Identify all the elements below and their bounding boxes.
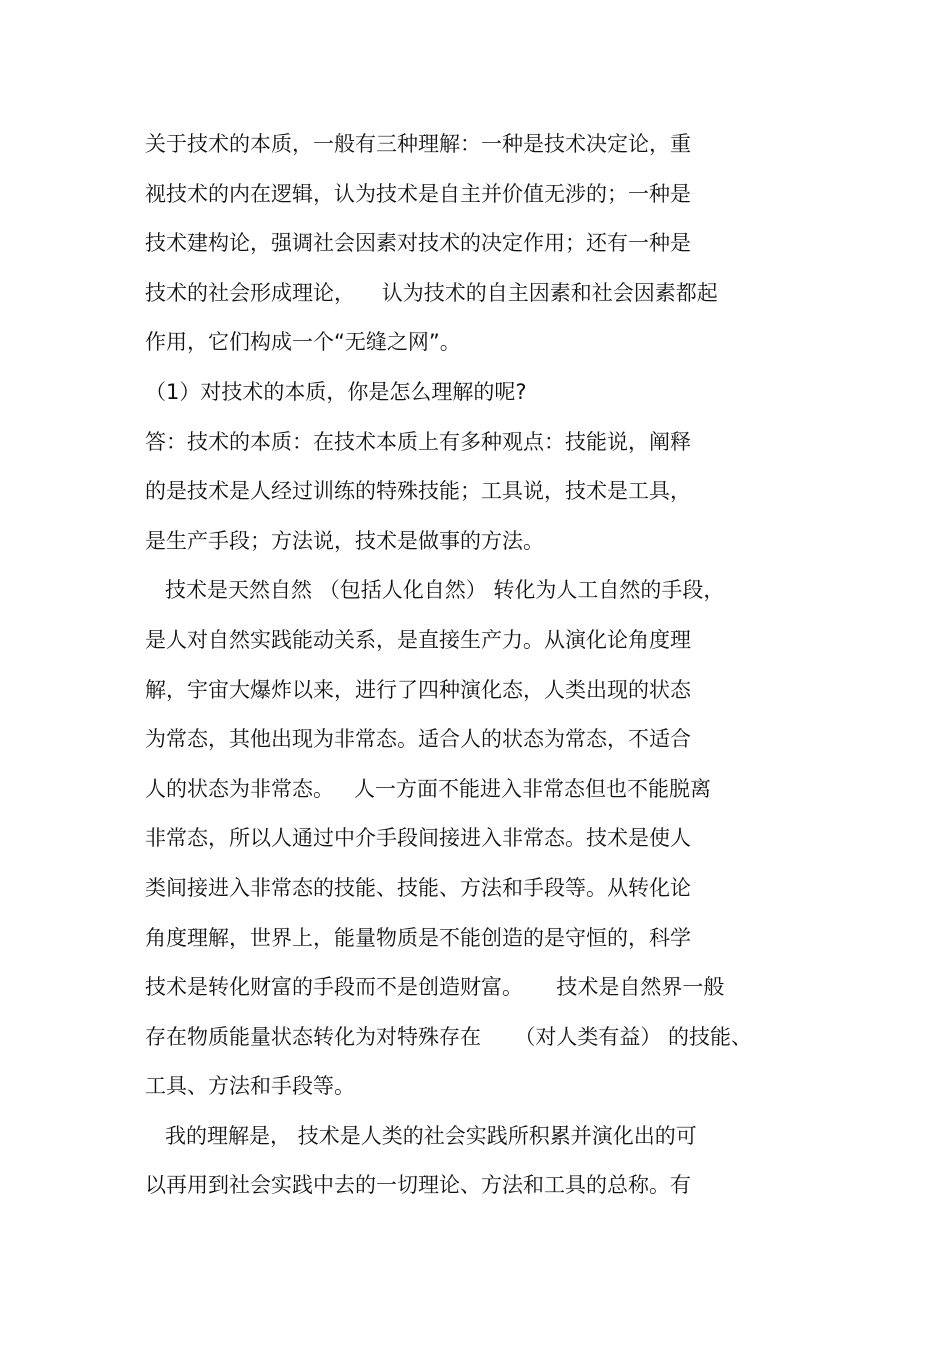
text-line: 解，宇宙大爆炸以来，进行了四种演化态，人类出现的状态 <box>145 677 691 702</box>
text-line: 是人对自然实践能动关系，是直接生产力。从演化论角度理 <box>145 627 691 652</box>
text-line: 关于技术的本质，一般有三种理解：一种是技术决定论，重 <box>145 132 691 156</box>
text-line: 人的状态为非常态。 人一方面不能进入非常态但也不能脱离 <box>145 776 712 801</box>
text-line: 类间接进入非常态的技能、技能、方法和手段等。从转化论 <box>145 875 691 900</box>
answer-line: 答：技术的本质：在技术本质上有多种观点：技能说，阐释 <box>145 429 691 454</box>
question-line: （1）对技术的本质，你是怎么理解的呢? <box>145 379 527 404</box>
text-line: 技术是转化财富的手段而不是创造财富。 技术是自然界一般 <box>145 975 725 1000</box>
text-line: 视技术的内在逻辑，认为技术是自主并价值无涉的；一种是 <box>145 181 691 206</box>
text-line: 技术的社会形成理论， 认为技术的自主因素和社会因素都起 <box>145 280 718 305</box>
text-line: 存在物质能量状态转化为对特殊存在 （对人类有益） 的技能、 <box>145 1024 753 1049</box>
text-line: 的是技术是人经过训练的特殊技能；工具说，技术是工具， <box>145 479 691 504</box>
text-line: 技术是天然自然 （包括人化自然） 转化为人工自然的手段， <box>145 578 725 603</box>
text-line: 非常态，所以人通过中介手段间接进入非常态。技术是使人 <box>145 826 691 851</box>
text-line: 技术建构论，强调社会因素对技术的决定作用；还有一种是 <box>145 231 691 256</box>
text-line: 工具、方法和手段等。 <box>145 1074 355 1099</box>
text-line: 作用，它们构成一个“无缝之网”。 <box>145 330 461 355</box>
text-line: 是生产手段；方法说，技术是做事的方法。 <box>145 528 544 553</box>
document-body <box>145 120 825 1211</box>
text-line: 为常态，其他出现为非常态。适合人的状态为常态，不适合 <box>145 727 691 752</box>
text-line: 我的理解是， 技术是人类的社会实践所积累并演化出的可 <box>145 1123 697 1148</box>
text-line: 角度理解，世界上，能量物质是不能创造的是守恒的，科学 <box>145 925 691 950</box>
text-line: 以再用到社会实践中去的一切理论、方法和工具的总称。有 <box>145 1173 691 1198</box>
